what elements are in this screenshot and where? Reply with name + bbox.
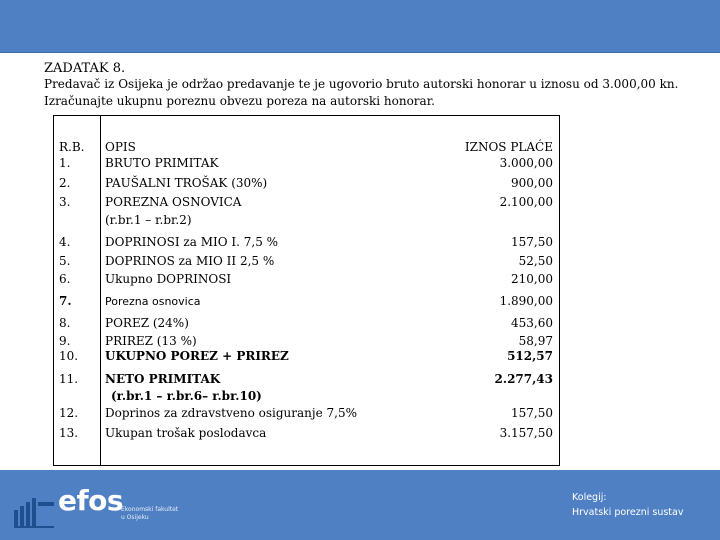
calculation-table (53, 115, 560, 466)
row-number: 2. (59, 176, 71, 190)
row-description: DOPRINOS za MIO II 2,5 % (105, 254, 275, 268)
row-description-note: (r.br.1 – r.br.2) (105, 213, 192, 227)
task-text-line-1: Predavač iz Osijeka je održao predavanje te je ugovorio bruto autorski honorar u iznosu od 3.000,00 kn. (44, 77, 679, 91)
header-opis: OPIS (105, 140, 136, 154)
row-number: 4. (59, 235, 71, 249)
row-amount: 3.000,00 (499, 156, 553, 170)
row-description-note: (r.br.1 – r.br.6– r.br.10) (111, 389, 262, 403)
row-description: BRUTO PRIMITAK (105, 156, 219, 170)
row-number: 5. (59, 254, 71, 268)
row-number: 9. (59, 334, 71, 348)
header-rb: R.B. (59, 140, 85, 154)
row-description: UKUPNO POREZ + PRIREZ (105, 349, 289, 363)
row-description: POREZNA OSNOVICA (105, 195, 242, 209)
row-amount: 2.100,00 (499, 195, 553, 209)
row-number: 10. (59, 349, 79, 363)
row-description: Doprinos za zdravstveno osiguranje 7,5% (105, 406, 357, 420)
logo-subtitle-line-2: u Osijeku (121, 514, 149, 521)
row-amount: 157,50 (511, 235, 553, 249)
course-label: Kolegij: (572, 492, 607, 503)
header-iznos: IZNOS PLAĆE (464, 140, 553, 154)
row-description: Porezna osnovica (105, 295, 201, 308)
row-amount: 58,97 (518, 334, 553, 348)
row-description: Ukupan trošak poslodavca (105, 426, 267, 440)
row-amount: 157,50 (511, 406, 553, 420)
row-amount: 512,57 (507, 349, 553, 363)
row-description: Ukupno DOPRINOSI (105, 272, 232, 286)
top-banner (0, 0, 720, 53)
slide-content (0, 53, 720, 470)
row-number: 6. (59, 272, 71, 286)
row-description: PAUŠALNI TROŠAK (30%) (105, 176, 268, 190)
footer-banner (0, 470, 720, 540)
logo-subtitle-line-1: Ekonomski fakultet (121, 506, 179, 513)
row-number: 12. (59, 406, 79, 420)
row-number: 11. (59, 372, 79, 386)
row-amount: 1.890,00 (499, 294, 553, 308)
row-amount: 2.277,43 (494, 372, 553, 386)
task-text-line-2: Izračunajte ukupnu poreznu obvezu poreza na autorski honorar. (44, 94, 435, 108)
row-amount: 3.157,50 (499, 426, 553, 440)
row-number: 8. (59, 316, 71, 330)
row-number: 7. (59, 294, 72, 308)
column-divider (100, 116, 101, 465)
row-amount: 52,50 (518, 254, 553, 268)
logo-wordmark: efos (58, 484, 124, 517)
row-description: NETO PRIMITAK (105, 372, 221, 386)
course-name: Hrvatski porezni sustav (572, 507, 684, 518)
row-description: POREZ (24%) (105, 316, 189, 330)
row-amount: 210,00 (511, 272, 553, 286)
slide-heading: ZADATAK 8. (44, 61, 126, 76)
row-number: 1. (59, 156, 71, 170)
row-number: 3. (59, 195, 71, 209)
row-amount: 900,00 (511, 176, 553, 190)
row-number: 13. (59, 426, 79, 440)
row-amount: 453,60 (511, 316, 553, 330)
row-description: PRIREZ (13 %) (105, 334, 197, 348)
row-description: DOPRINOSI za MIO I. 7,5 % (105, 235, 279, 249)
